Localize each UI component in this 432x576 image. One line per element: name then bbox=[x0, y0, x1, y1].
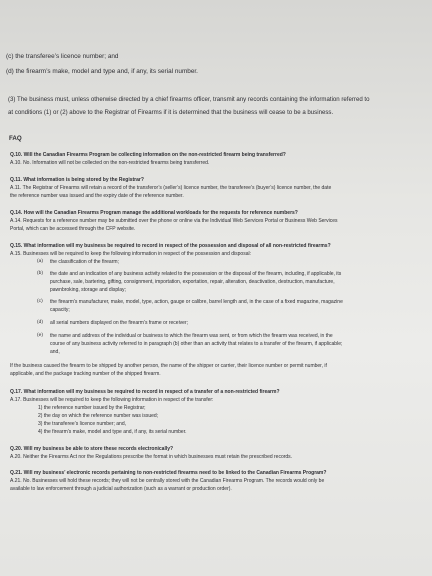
faq-q15-item-label: (a) bbox=[37, 259, 43, 264]
faq-q20-answer: A.20. Neither the Firearms Act nor the Regulations prescribe the format in which businesses must retain the prescribed records. bbox=[10, 454, 293, 460]
paragraph-3-line-2: at conditions (1) or (2) above to the Registrar of Firearms if it is determined that the business will cease to be a business. bbox=[8, 109, 334, 116]
faq-q11-answer-line-1: A.11. The Registrar of Firearms will retain a record of the transferor’s (seller’s) licence number, the transferee’s (buyer’s) licence number, the date bbox=[10, 185, 332, 191]
faq-q21-answer-line-1: A.21. No. Businesses will hold these records; they will not be centrally stored with the Canadian Firearms Program. The records would only be bbox=[10, 478, 325, 484]
faq-heading: FAQ bbox=[9, 135, 22, 142]
faq-q17-list-item: 2) the day on which the reference number was issued; bbox=[38, 413, 159, 419]
paragraph-3-line-1: (3) The business must, unless otherwise directed by a chief firearms officer, transmit any records containing the information referred to bbox=[8, 96, 370, 103]
faq-q21-answer-line-2: available to law enforcement through a judicial authorization (such as a warrant or production order). bbox=[10, 486, 232, 492]
faq-q14-question: Q.14. How will the Canadian Firearms Program manage the additional workloads for the requests for reference numbers? bbox=[10, 210, 298, 216]
faq-q15-item-text: course of any business activity referred to in paragraph (b) other than an activity that relates to a transfer of the firearm, if applicable; bbox=[50, 341, 343, 347]
faq-q15-shipping-line-1: If the business caused the firearm to be shipped by another person, the name of the shipper or carrier, their licence number or permit number, if bbox=[10, 363, 327, 369]
faq-q15-item-text: the date and an indication of any business activity related to the possession or the disposal of the firearm, including, if applicable, its bbox=[50, 271, 342, 277]
faq-q15-item-label: (d) bbox=[37, 320, 43, 325]
faq-q15-item-label: (c) bbox=[37, 299, 43, 304]
faq-q14-answer-line-1: A.14. Requests for a reference number may be submitted over the phone or online via the Individual Web Services Portal or Business Web Services bbox=[10, 218, 338, 224]
faq-q11-question: Q.11. What information is being stored by the Registrar? bbox=[10, 177, 144, 183]
condition-d-text: (d) the firearm’s make, model and type and, if any, its serial number. bbox=[6, 68, 198, 75]
faq-q15-item-text: the name and address of the individual or business to which the firearm was sent, or from which the firearm was received, in the bbox=[50, 333, 333, 339]
faq-q15-item-label: (e) bbox=[37, 333, 43, 338]
faq-q17-question: Q.17. What information will my business be required to record in respect of a transfer of a non-restricted firearm? bbox=[10, 389, 280, 395]
faq-q15-item-text: capacity; bbox=[50, 307, 70, 313]
faq-q10-question: Q.10. Will the Canadian Firearms Program be collecting information on the non-restricted firearm being transferred? bbox=[10, 152, 286, 158]
faq-q17-list-item: 1) the reference number issued by the Registrar; bbox=[38, 405, 146, 411]
faq-q17-list-item: 4) the firearm’s make, model and type and, if any, its serial number. bbox=[38, 429, 187, 435]
faq-q15-item-text: and, bbox=[50, 349, 60, 355]
faq-q20-question: Q.20. Will my business be able to store these records electronically? bbox=[10, 446, 174, 452]
faq-q15-item-text: the firearm’s manufacturer, make, model, type, action, gauge or calibre, barrel length and, in the case of a fixed magazine, magazine bbox=[50, 299, 343, 305]
faq-q15-item-text: all serial numbers displayed on the firearm’s frame or receiver; bbox=[50, 320, 189, 326]
faq-q15-item-text: purchase, sale, bartering, gifting, consignment, importation, exportation, repair, alteration, deactivation, destruction, manufacture, bbox=[50, 279, 335, 285]
faq-q11-answer-line-2: the reference number was issued and the expiry date of the reference number. bbox=[10, 193, 184, 199]
faq-q17-list-item: 3) the transferee’s licence number; and, bbox=[38, 421, 127, 427]
faq-q10-answer: A.10. No. Information will not be collected on the non-restricted firearms being transferred. bbox=[10, 160, 210, 166]
faq-q15-answer: A.15. Businesses will be required to keep the following information in respect of the possession and disposal: bbox=[10, 251, 251, 257]
condition-c-text: (c) the transferee’s licence number; and bbox=[6, 53, 119, 60]
faq-q15-item-label: (b) bbox=[37, 271, 43, 276]
faq-q15-item-text: the classification of the firearm; bbox=[50, 259, 119, 265]
faq-q17-answer: A.17. Businesses will be required to keep the following information in respect of the transfer: bbox=[10, 397, 214, 403]
faq-q15-item-text: pawnbroking, storage and display; bbox=[50, 287, 126, 293]
faq-q14-answer-line-2: Portal, which can be accessed through the CFP website. bbox=[10, 226, 136, 232]
faq-q15-question: Q.15. What information will my business be required to record in respect of the possession and disposal of all non-restricted firearms? bbox=[10, 243, 331, 249]
faq-q15-shipping-line-2: applicable, and the package tracking number of the shipped firearm. bbox=[10, 371, 161, 377]
faq-q21-question: Q.21. Will my business’ electronic records pertaining to non-restricted firearms need to be linked to the Canadian Firearms Program? bbox=[10, 470, 327, 476]
